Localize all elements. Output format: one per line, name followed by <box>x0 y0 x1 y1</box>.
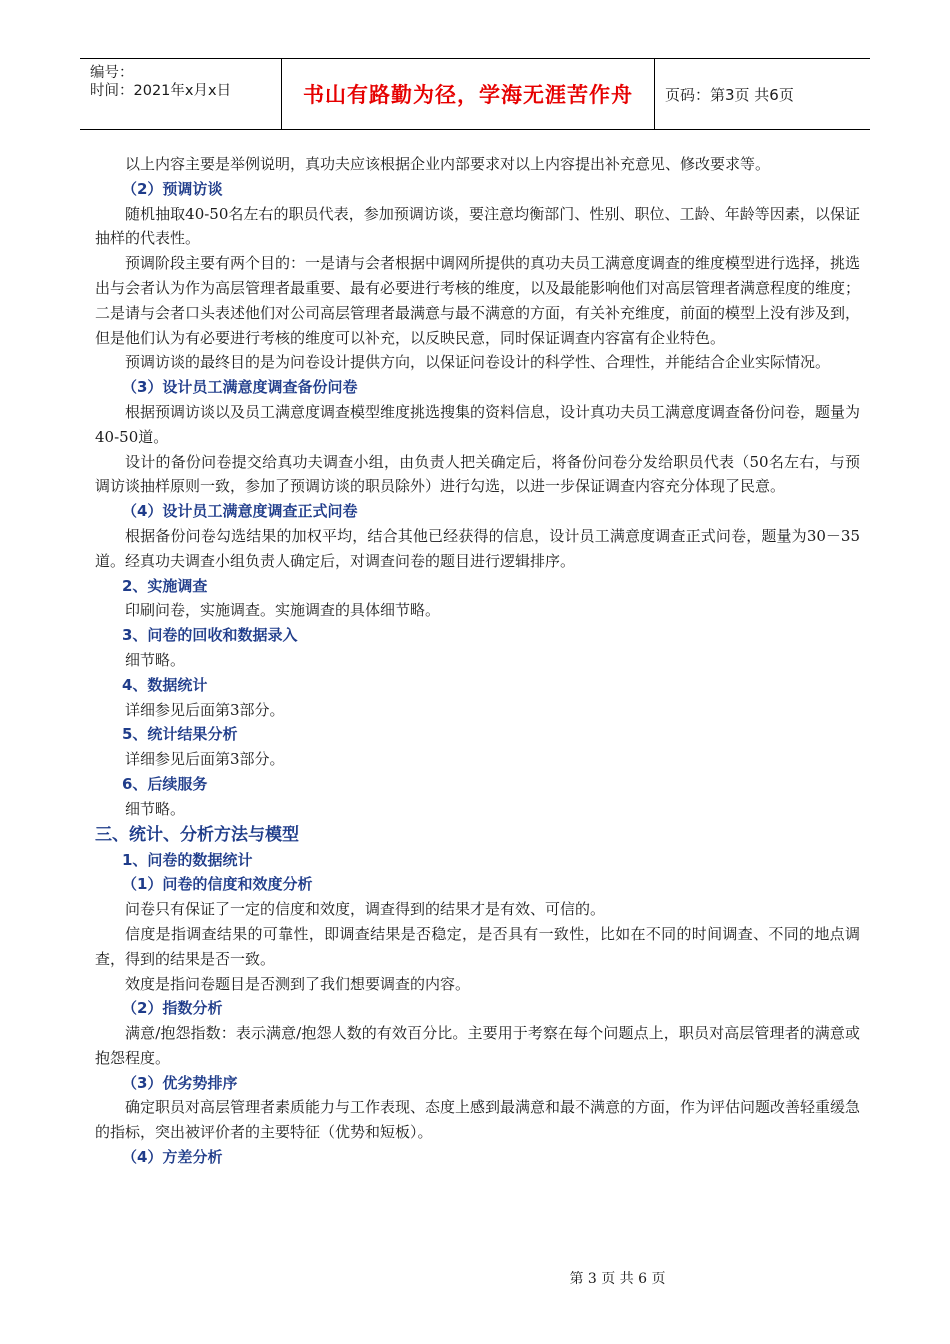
paragraph: 效度是指问卷题目是否测到了我们想要调查的内容。 <box>125 974 471 993</box>
subsection-heading: （4）方差分析 <box>122 1148 223 1167</box>
paragraph: 满意/抱怨指数：表示满意/抱怨人数的有效百分比。主要用于考察在每个问题点上，职员对高层管理者的满意或抱怨程度。 <box>95 1024 860 1067</box>
paragraph: 信度是指调查结果的可靠性，即调查结果是否稳定，是否具有一致性，比如在不同的时间调查、不同的地点调查，得到的结果是否一致。 <box>95 924 860 968</box>
note-line: 印刷问卷，实施调查。实施调查的具体细节略。 <box>125 601 441 620</box>
note-line: 详细参见后面第3部分。 <box>125 750 285 769</box>
header-motto: 书山有路勤为径，学海无涯苦作舟 <box>281 59 655 129</box>
paragraph: 预调访谈的最终目的是为问卷设计提供方向，以保证问卷设计的科学性、合理性，并能结合企业实际情况。 <box>125 353 831 372</box>
date-label: 时间：2021年x月x日 <box>90 83 232 99</box>
subsection-heading: （2）指数分析 <box>122 999 223 1018</box>
header-meta <box>90 64 290 100</box>
paragraph: 问卷只有保证了一定的信度和效度，调查得到的结果才是有效、可信的。 <box>125 900 606 919</box>
paragraph: 根据预调访谈以及员工满意度调查模型维度挑选搜集的资料信息，设计真功夫员工满意度调查备份问卷，题量为40-50道。 <box>95 402 861 446</box>
subsection-heading: （1）问卷的信度和效度分析 <box>122 875 313 894</box>
paragraph: 确定职员对高层管理者素质能力与工作表现、态度上感到最满意和最不满意的方面，作为评估问题改善轻重缓急的指标，突出被评价者的主要特征（优势和短板）。 <box>95 1098 861 1142</box>
section-heading: 1、问卷的数据统计 <box>122 850 253 869</box>
paragraph: 设计的备份问卷提交给真功夫调查小组，由负责人把关确定后，将备份问卷分发给职员代表（50名左右，与预调访谈抽样原则一致，参加了预调访谈的职员除外）进行勾选，以进一步保证调查内容充分体现了民意。 <box>95 452 860 496</box>
note-line: 详细参见后面第3部分。 <box>125 700 285 719</box>
header-page-code: 页码：第3页 共6页 <box>665 85 794 104</box>
paragraph: 根据备份问卷勾选结果的加权平均，结合其他已经获得的信息，设计员工满意度调查正式问卷，题量为30－35道。经真功夫调查小组负责人确定后，对调查问卷的题目进行逻辑排序。 <box>95 526 860 570</box>
section-heading: 3、问卷的回收和数据录入 <box>122 626 298 645</box>
chapter-heading: 三、统计、分析方法与模型 <box>95 824 299 845</box>
footer-page-number: 第 3 页 共 6 页 <box>569 1271 666 1287</box>
subsection-heading: （2）预调访谈 <box>122 179 223 198</box>
subsection-heading: （4）设计员工满意度调查正式问卷 <box>122 502 358 521</box>
note-line: 细节略。 <box>125 650 186 669</box>
page-header <box>80 58 870 130</box>
section-heading: 5、统计结果分析 <box>122 725 238 744</box>
section-heading: 2、实施调查 <box>122 576 208 595</box>
paragraph: 以上内容主要是举例说明，真功夫应该根据企业内部要求对以上内容提出补充意见、修改要求等。 <box>125 155 771 173</box>
number-label: 编号： <box>90 65 134 81</box>
note-line: 细节略。 <box>125 799 186 818</box>
paragraph: 随机抽取40-50名左右的职员代表，参加预调访谈，要注意均衡部门、性别、职位、工龄、年龄等因素，以保证抽样的代表性。 <box>95 204 860 248</box>
section-heading: 4、数据统计 <box>122 675 208 694</box>
paragraph: 预调阶段主要有两个目的：一是请与会者根据中调网所提供的真功夫员工满意度调查的维度模型进行选择，挑选出与会者认为作为高层管理者最重要、最有必要进行考核的维度，以及最能影响他们对高层管理者满意程度的维度；二是请与会者口头表述他们对公司高层管理者最满意与最不满意的方面，有关补充维度，前面的模型上没有涉及到，但是他们认为有必要进行考核的维度可以补充，以反映民意，同时保证调查内容富有企业特色。 <box>95 254 861 347</box>
section-heading: 6、后续服务 <box>122 774 208 793</box>
subsection-heading: （3）优劣势排序 <box>122 1073 238 1092</box>
page-footer <box>0 1268 950 1288</box>
subsection-heading: （3）设计员工满意度调查备份问卷 <box>122 378 358 397</box>
document-body <box>95 152 860 1170</box>
